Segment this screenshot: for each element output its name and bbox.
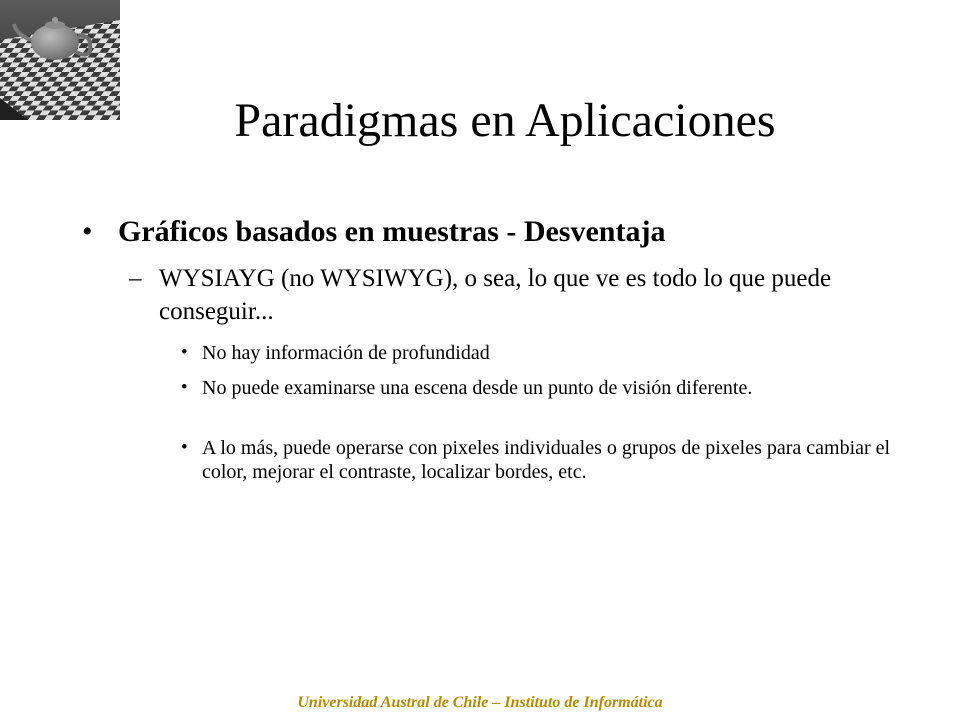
list-item-text: No hay información de profundidad (202, 342, 490, 364)
bullet-marker: • (181, 377, 188, 398)
sub-bullet-text: WYSIAYG (no WYSIWYG), o sea, lo que ve es todo lo que puede conseguir... (159, 265, 832, 325)
bullet-marker: • (181, 437, 188, 458)
dash-marker: – (129, 265, 142, 292)
main-bullet-text: Gráficos basados en muestras - Desventaja (118, 215, 666, 248)
list-item-text: No puede examinarse una escena desde un punto de visión diferente. (202, 377, 753, 399)
list-item-text: A lo más, puede operarse con pixeles individuales o grupos de pixeles para cambiar el color, mejorar el contraste, localizar bordes, etc. (202, 437, 891, 483)
slide-title: Paradigmas en Aplicaciones (234, 94, 776, 147)
bullet-marker: • (82, 215, 93, 248)
bullet-marker: • (181, 342, 188, 363)
footer-text: Universidad Austral de Chile – Instituto de Informática (297, 694, 663, 711)
